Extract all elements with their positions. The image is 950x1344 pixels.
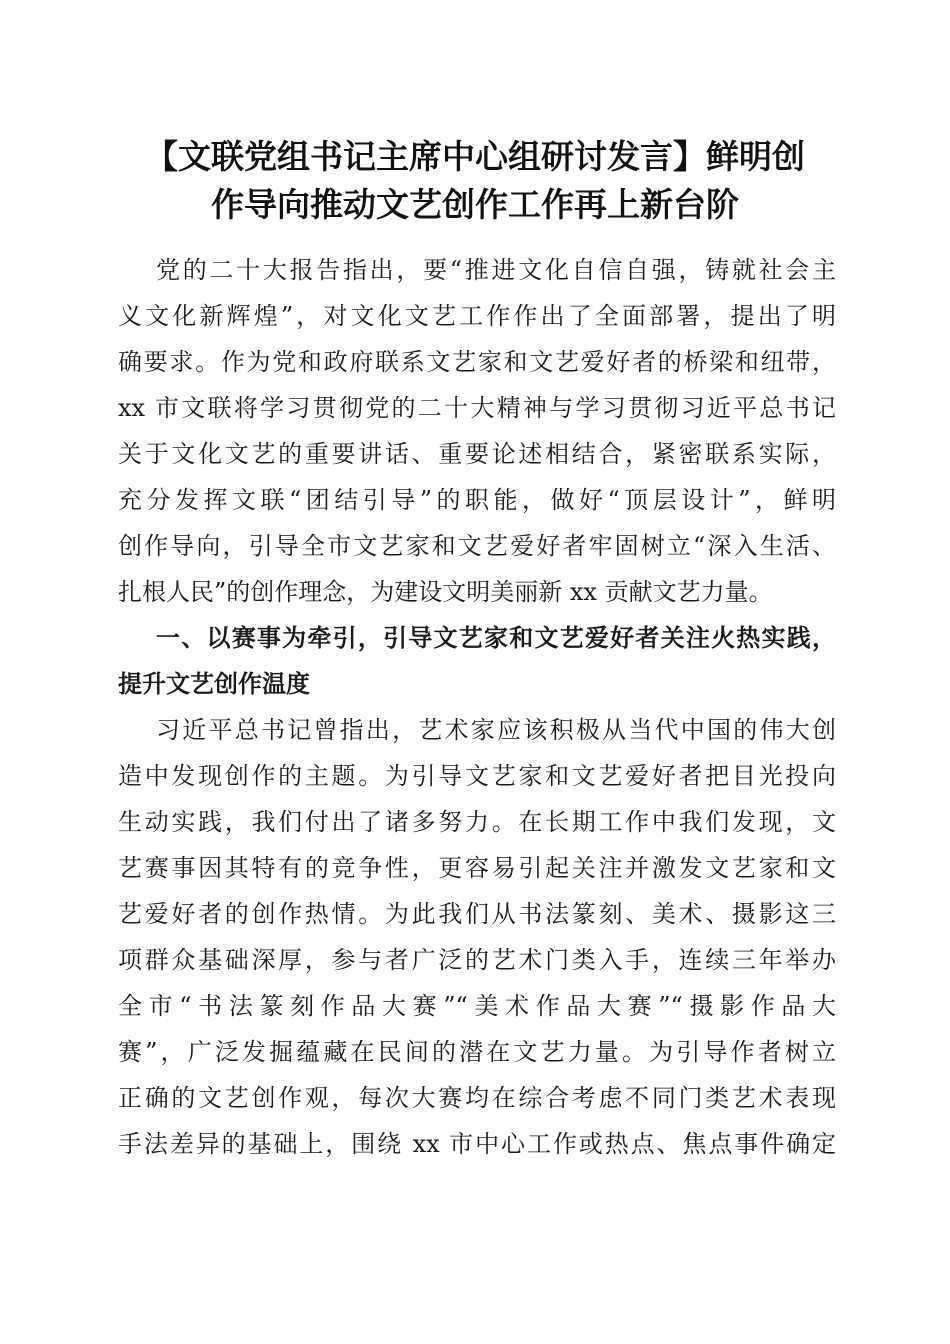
text-line: 创作导向，引导全市文艺家和文艺爱好者牢固树立“深入生活、 — [118, 532, 836, 560]
text-line: 项群众基础深厚，参与者广泛的艺术门类入手，连续三年举办 — [118, 946, 836, 974]
text-line: 生动实践，我们付出了诸多努力。在长期工作中我们发现，文 — [118, 808, 836, 836]
title-line-2: 作导向推动文艺创作工作再上新台阶 — [211, 185, 739, 224]
text-line: xx 市文联将学习贯彻党的二十大精神与学习贯彻习近平总书记 — [118, 394, 836, 422]
paragraph-intro — [118, 247, 836, 615]
text-line: 全市“书法篆刻作品大赛”“美术作品大赛”“摄影作品大 — [118, 992, 836, 1020]
heading-line: 一、以赛事为牵引，引导文艺家和文艺爱好者关注火热实践， — [156, 624, 836, 652]
text-line: 赛”，广泛发掘蕴藏在民间的潜在文艺力量。为引导作者树立 — [118, 1038, 836, 1066]
heading-line: 提升文艺创作温度 — [118, 670, 310, 698]
text-line: 艺赛事因其特有的竞争性，更容易引起关注并激发文艺家和文 — [118, 854, 836, 882]
paragraph-section-1 — [118, 707, 836, 1167]
section-heading-1 — [118, 615, 836, 707]
text-line: 党的二十大报告指出，要“推进文化自信自强，铸就社会主 — [156, 256, 836, 284]
text-line: 正确的文艺创作观，每次大赛均在综合考虑不同门类艺术表现 — [118, 1084, 836, 1112]
text-line: 手法差异的基础上，围绕 xx 市中心工作或热点、焦点事件确定 — [118, 1130, 836, 1158]
text-line: 确要求。作为党和政府联系文艺家和文艺爱好者的桥梁和纽带， — [118, 348, 836, 376]
text-line: 艺爱好者的创作热情。为此我们从书法篆刻、美术、摄影这三 — [118, 900, 836, 928]
document-title — [100, 133, 850, 229]
text-line: 造中发现创作的主题。为引导文艺家和文艺爱好者把目光投向 — [118, 762, 836, 790]
title-line-1: 【文联党组书记主席中心组研讨发言】鲜明创 — [145, 137, 805, 176]
text-line: 关于文化文艺的重要讲话、重要论述相结合，紧密联系实际， — [118, 440, 836, 468]
text-line: 义文化新辉煌”，对文化文艺工作作出了全面部署，提出了明 — [118, 302, 836, 330]
document-body — [118, 247, 836, 1167]
text-line: 扎根人民”的创作理念，为建设文明美丽新 xx 贡献文艺力量。 — [118, 578, 773, 606]
text-line: 习近平总书记曾指出，艺术家应该积极从当代中国的伟大创 — [156, 716, 836, 744]
text-line: 充分发挥文联“团结引导”的职能，做好“顶层设计”，鲜明 — [118, 486, 836, 514]
